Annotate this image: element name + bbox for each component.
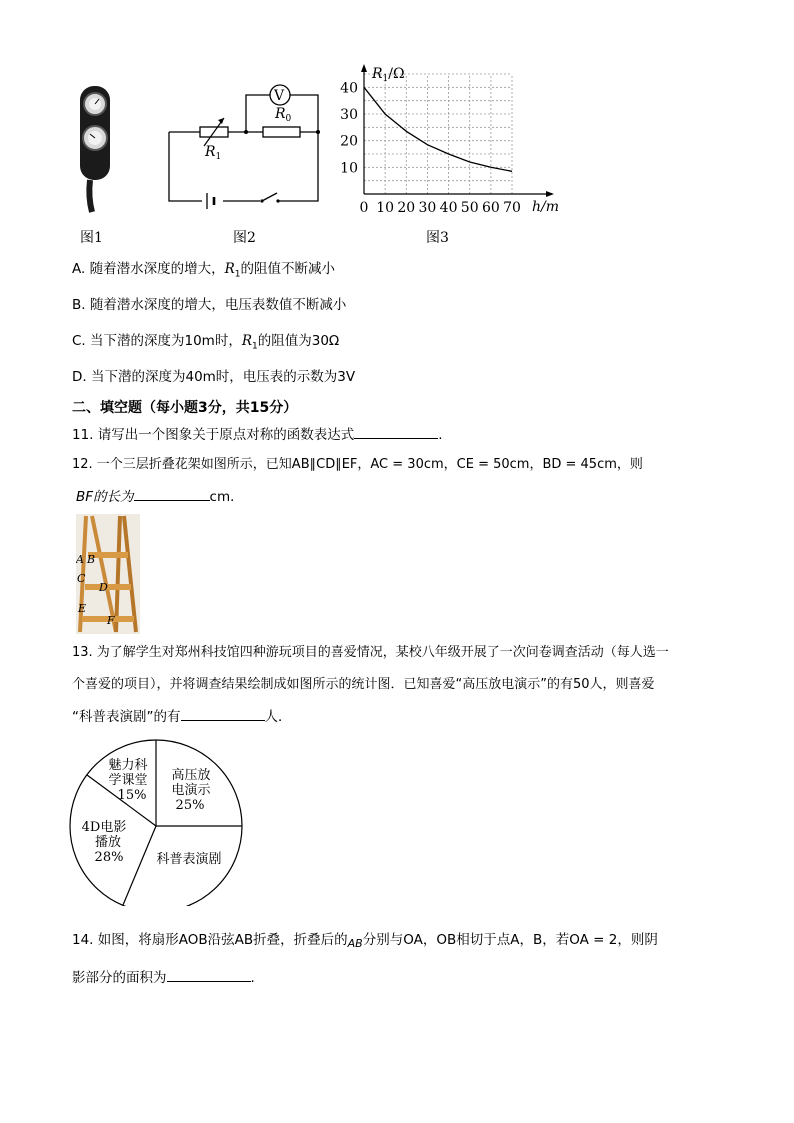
x-tick-label: 60: [481, 200, 500, 216]
arc-ab: AB: [347, 937, 363, 950]
y-tick-label: 40: [340, 80, 358, 97]
figure-2-caption: 图2: [233, 230, 256, 246]
x-tick-label: 0: [359, 200, 369, 216]
svg-text:25%: 25%: [175, 798, 205, 813]
figure-3-caption: 图3: [426, 230, 449, 246]
answer-blank-11[interactable]: [354, 424, 438, 439]
x-tick-label: 50: [460, 200, 479, 216]
question-13-line3: “科普表演剧”的有 人．: [72, 706, 292, 727]
svg-text:R1: $R_1$: [205, 144, 222, 162]
option-c: C. 当下潜的深度为10m时，$R_1$的阻值为30Ω: [72, 333, 340, 352]
svg-text:电演示: 电演示: [171, 783, 211, 798]
question-12-line1: 12. 一个三层折叠花架如图所示，已知AB∥CD∥EF，AC = 30cm，CE = 50cm，BD = 45cm，则: [72, 457, 643, 472]
svg-text:学课堂: 学课堂: [108, 773, 148, 788]
answer-blank-14[interactable]: [167, 967, 251, 982]
question-13-line2: 个喜爱的项目），并将调查结果绘制成如图所示的统计图．已知喜爱“高压放电演示”的有50人，则喜爱: [72, 677, 655, 692]
shelf-label-a: A: [76, 553, 84, 566]
question-14-line1: 14. 如图，将扇形AOB沿弦AB折叠，折叠后的$_{AB}$分别与OA，OB相切于点A，B，若OA = 2，则阴: [72, 932, 658, 950]
shelf-label-b: B: [87, 553, 96, 566]
x-tick-label: 70: [503, 200, 521, 216]
svg-text:28%: 28%: [94, 850, 124, 865]
fig3-xlabel: h/m: [532, 199, 560, 215]
shelf-label-e: E: [78, 602, 87, 615]
shelf-label-c: C: [77, 572, 86, 585]
r1-label: R: [205, 144, 216, 160]
section-2-title: 二、填空题（每小题3分，共15分）: [72, 400, 298, 416]
pie-label-gaoya: 高压放: [171, 768, 211, 783]
option-d: D. 当下潜的深度为40m时，电压表的示数为3V: [72, 369, 356, 385]
pie-label-meili: 魅力科: [108, 758, 148, 773]
x-tick-label: 40: [439, 200, 458, 216]
r1-depth-curve: [364, 87, 512, 171]
svg-text:播放: 播放: [94, 835, 122, 850]
fig3-ylabel: R: [372, 66, 383, 82]
pie-label-kepu: 科普表演剧: [156, 852, 222, 867]
voltmeter-label: V: [274, 88, 285, 104]
answer-blank-13[interactable]: [181, 706, 265, 721]
shelf-label-d: D: [99, 581, 108, 594]
pie-chart: [68, 736, 248, 906]
option-a: A. 随着潜水深度的增大，$R_1$的阻值不断减小: [72, 261, 335, 280]
x-tick-label: 30: [418, 200, 437, 216]
question-13-line1: 13. 为了解学生对郑州科技馆四种游玩项目的喜爱情况，某校八年级开展了一次问卷调查活动（每人选一: [72, 645, 669, 660]
figure-3-graph: [338, 60, 568, 222]
x-tick-label: 10: [376, 200, 395, 216]
question-11: 11. 请写出一个图象关于原点对称的函数表达式 .: [72, 424, 443, 445]
pie-label-4d: 4D电影: [81, 820, 127, 835]
y-tick-label: 20: [340, 133, 358, 150]
question-14-line2: 影部分的面积为 .: [72, 967, 255, 988]
y-tick-label: 10: [340, 160, 358, 177]
option-b: B. 随着潜水深度的增大，电压表数值不断减小: [72, 297, 347, 313]
svg-text:15%: 15%: [117, 788, 147, 803]
svg-text:R1/Ω: $R_1/\Omega$: [372, 66, 405, 84]
shelf-label-f: F: [107, 614, 115, 627]
figure-2-circuit: [160, 80, 330, 216]
x-tick-label: 20: [397, 200, 416, 216]
svg-text:R0: $R_0$: [275, 106, 292, 124]
shelf-photo: [76, 514, 140, 634]
r0-label: R: [275, 106, 286, 122]
figure-1-gauge: [70, 82, 120, 214]
figure-1-caption: 图1: [80, 230, 103, 246]
question-12-line2: BF的长为 cm．: [76, 486, 244, 507]
answer-blank-12[interactable]: [134, 486, 210, 501]
y-tick-label: 30: [340, 107, 358, 123]
